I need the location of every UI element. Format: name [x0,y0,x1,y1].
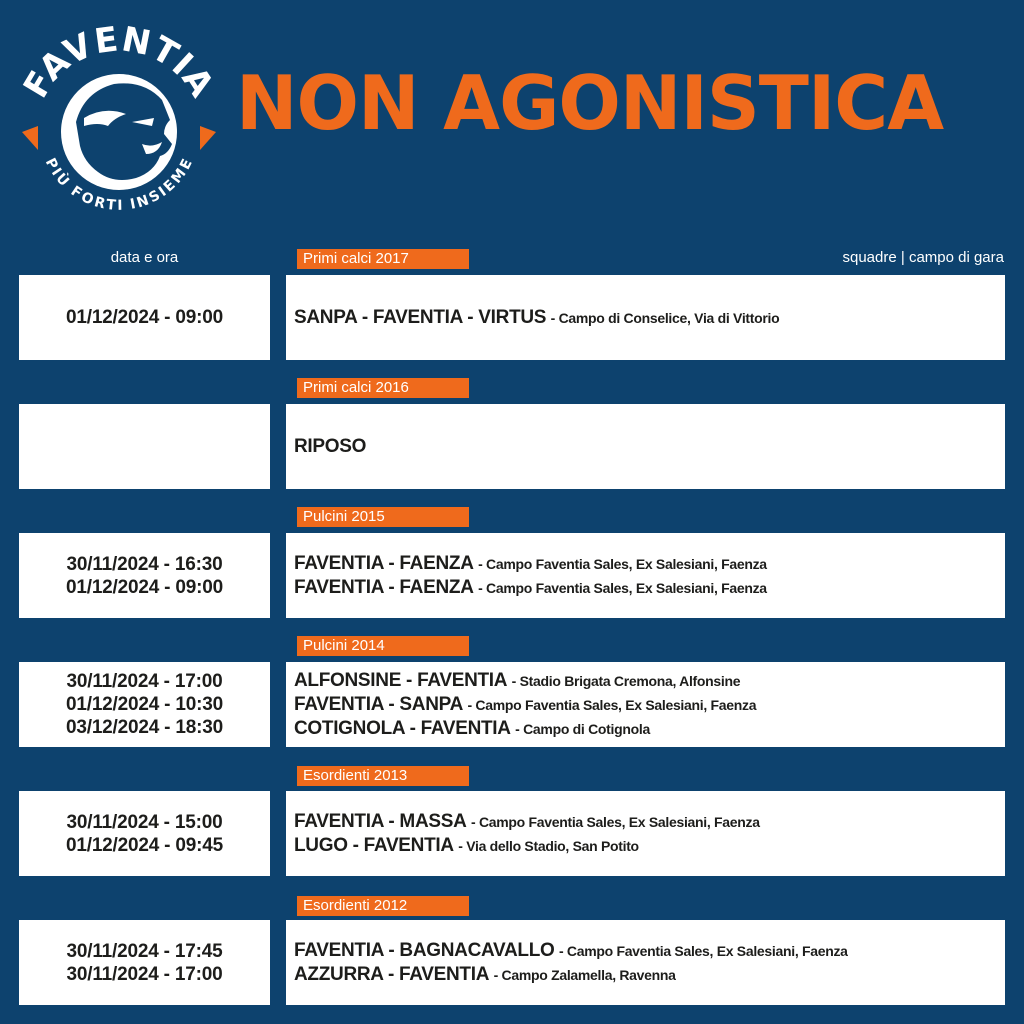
match-datetime: 01/12/2024 - 09:45 [66,834,223,856]
match-venue: - Via dello Stadio, San Potito [458,837,639,854]
match-column-header: squadre | campo di gara [842,249,1004,266]
match-venue: - Campo Faventia Sales, Ex Salesiani, Faenza [558,942,848,959]
match-line [294,552,1005,576]
category-tag: Primi calci 2016 [297,378,469,398]
match-line [294,306,1005,330]
match-teams: FAVENTIA - MASSA [294,810,467,832]
date-box [19,404,270,489]
category-tag: Esordienti 2013 [297,766,469,786]
match-venue: - Stadio Brigata Cremona, Alfonsine [511,672,741,689]
match-datetime: 03/12/2024 - 18:30 [66,717,223,738]
match-datetime: 01/12/2024 - 09:00 [66,576,223,598]
match-datetime: 30/11/2024 - 17:45 [66,940,223,962]
category-tag: Esordienti 2012 [297,896,469,916]
date-box [19,533,270,618]
match-line [294,834,1005,858]
match-box [286,662,1005,747]
category-tag: Pulcini 2014 [297,636,469,656]
match-line [294,693,1005,717]
match-venue: - Campo Faventia Sales, Ex Salesiani, Faenza [467,696,757,713]
match-box [286,791,1005,876]
match-line [294,810,1005,834]
logo-bottom-text: PIÙ FORTI INSIEME [41,155,197,214]
match-datetime: 01/12/2024 - 10:30 [66,694,223,715]
match-teams: FAVENTIA - BAGNACAVALLO [294,939,555,961]
match-line [294,576,1005,600]
match-venue: - Campo Faventia Sales, Ex Salesiani, Faenza [478,579,767,596]
match-teams: RIPOSO [294,435,367,457]
logo-top-path: FAVENTIA [15,22,222,105]
match-venue: - Campo di Conselice, Via di Vittorio [550,309,780,326]
match-venue: - Campo Faventia Sales, Ex Salesiani, Faenza [478,555,767,572]
date-box [19,275,270,360]
page-title: NON AGONISTICA [236,59,944,147]
category-tag: Pulcini 2015 [297,507,469,527]
match-line [294,963,1005,987]
date-box [19,920,270,1005]
match-venue: - Campo Zalamella, Ravenna [493,966,676,983]
match-datetime: 30/11/2024 - 17:00 [66,671,223,692]
match-venue: - Campo Faventia Sales, Ex Salesiani, Faenza [471,813,760,830]
date-box [19,791,270,876]
match-box [286,404,1005,489]
category-tag: Primi calci 2017 [297,249,469,269]
match-datetime: 01/12/2024 - 09:00 [66,307,223,328]
match-venue: - Campo di Cotignola [515,720,650,737]
match-teams: SANPA - FAVENTIA - VIRTUS [294,306,547,328]
match-datetime: 30/11/2024 - 16:30 [66,553,223,575]
match-teams: FAVENTIA - FAENZA [294,552,474,574]
match-teams: FAVENTIA - FAENZA [294,576,474,598]
match-line [294,939,1005,963]
match-teams: COTIGNOLA - FAVENTIA [294,717,511,739]
lion-head-icon [61,74,177,190]
match-teams: ALFONSINE - FAVENTIA [294,669,508,691]
match-line [294,717,1005,741]
match-teams: FAVENTIA - SANPA [294,693,464,715]
match-line [294,435,1005,459]
match-datetime: 30/11/2024 - 17:00 [66,963,223,985]
match-teams: AZZURRA - FAVENTIA [294,963,490,985]
match-box [286,920,1005,1005]
match-box [286,533,1005,618]
match-line [294,669,1005,693]
faventia-logo [14,22,224,232]
date-box [19,662,270,747]
match-teams: LUGO - FAVENTIA [294,834,454,856]
match-box [286,275,1005,360]
date-column-header: data e ora [110,249,179,266]
match-datetime: 30/11/2024 - 15:00 [66,811,223,833]
